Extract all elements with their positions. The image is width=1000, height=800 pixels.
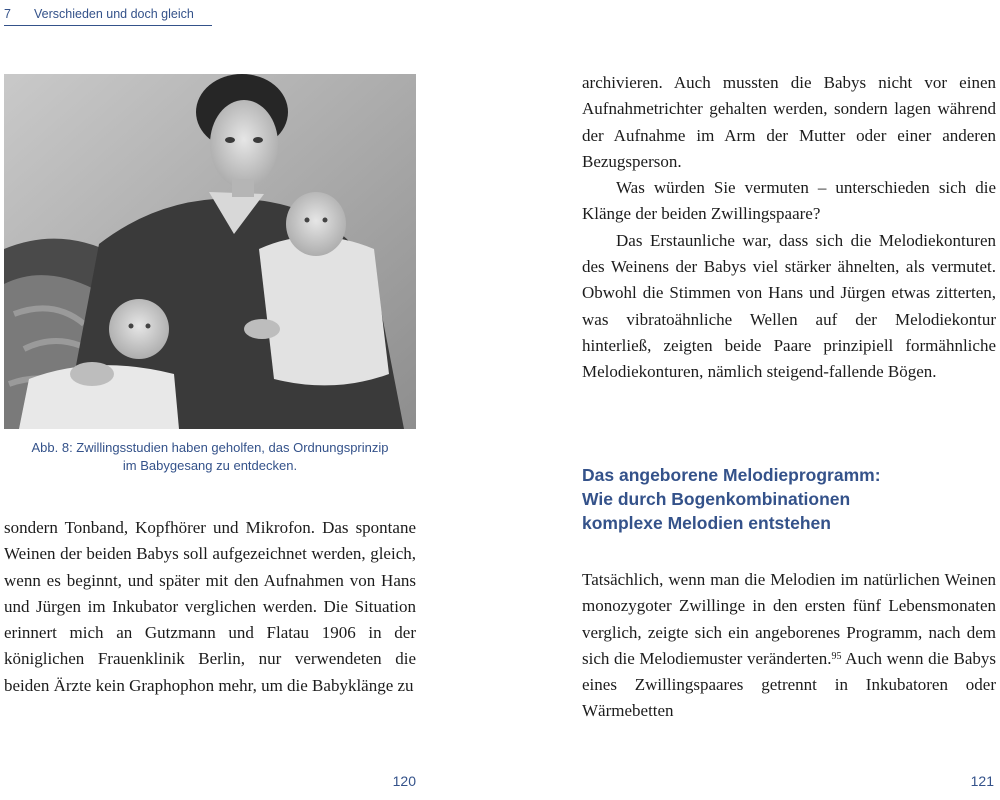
right-page-text-bottom (582, 567, 996, 725)
right-paragraph-1: archivieren. Auch mussten die Babys nicht vor einen Aufnahmetrichter gehalten werden, sondern lagen während der Aufnahme im Arm der Mutter oder einer anderen Bezugsperson. (582, 73, 996, 171)
left-paragraph: sondern Tonband, Kopfhörer und Mikrofon. Das spontane Weinen der beiden Babys soll aufgezeichnet werden, gleich, wenn es beginnt, und später mit den Aufnahmen von Hans und Jürgen im Inkubator verglichen werden. Die Situation erinnert mich an Gutzmann und Flatau 1906 in der königlichen Frauenklinik Berlin, nur verwendeten die beiden Ärzte kein Graphophon mehr, um die Babyklänge zu (4, 518, 416, 695)
heading-line-3: komplexe Melodien entstehen (582, 513, 831, 533)
page-number-right: 121 (970, 773, 994, 789)
heading-line-1: Das angeborene Melodieprogramm: (582, 465, 881, 485)
figure-photo (4, 74, 416, 429)
chapter-title: Verschieden und doch gleich (34, 7, 194, 21)
right-page-text-top (582, 70, 996, 386)
caption-line-2: im Babygesang zu entdecken. (122, 458, 298, 473)
right-paragraph-2: Was würden Sie vermuten – unterschieden sich die Klänge der beiden Zwillingspaare? (582, 178, 996, 224)
footnote-reference: 95 (831, 650, 842, 662)
chapter-number: 7 (4, 7, 11, 21)
running-head (4, 7, 212, 26)
left-page-text (4, 515, 416, 699)
caption-line-1: Abb. 8: Zwillingsstudien haben geholfen, das Ordnungsprinzip (31, 440, 389, 455)
paragraph-4-start: Tatsächlich, wenn man die Melodien im natürlichen Weinen monozygoter Zwillinge in den ersten fünf Lebensmonaten verglich, zeigte sich ein angeborenes Programm, nach dem sich die Melodiemuster veränderten. (582, 570, 996, 668)
section-heading (582, 463, 996, 535)
page-number-left: 120 (392, 773, 416, 789)
heading-line-2: Wie durch Bogenkombinationen (582, 489, 851, 509)
paragraph-4-end: Auch wenn die Babys eines Zwillingspaares getrennt in Inkubatoren oder Wärmebetten (582, 648, 996, 721)
figure-caption (4, 439, 416, 475)
right-paragraph-4 (582, 567, 996, 725)
right-paragraph-3: Das Erstaunliche war, dass sich die Melodiekonturen des Weinens der Babys viel stärker ähnelten, als vermutet. Obwohl die Stimmen von Hans und Jürgen etwas zitterten, was vibratoähnliche Wellen auf der Melodiekontur hinterließ, zeigten beide Paare prinzipiell formähnliche Melodiekonturen, nämlich steigend-fallende Bögen. (582, 230, 996, 382)
